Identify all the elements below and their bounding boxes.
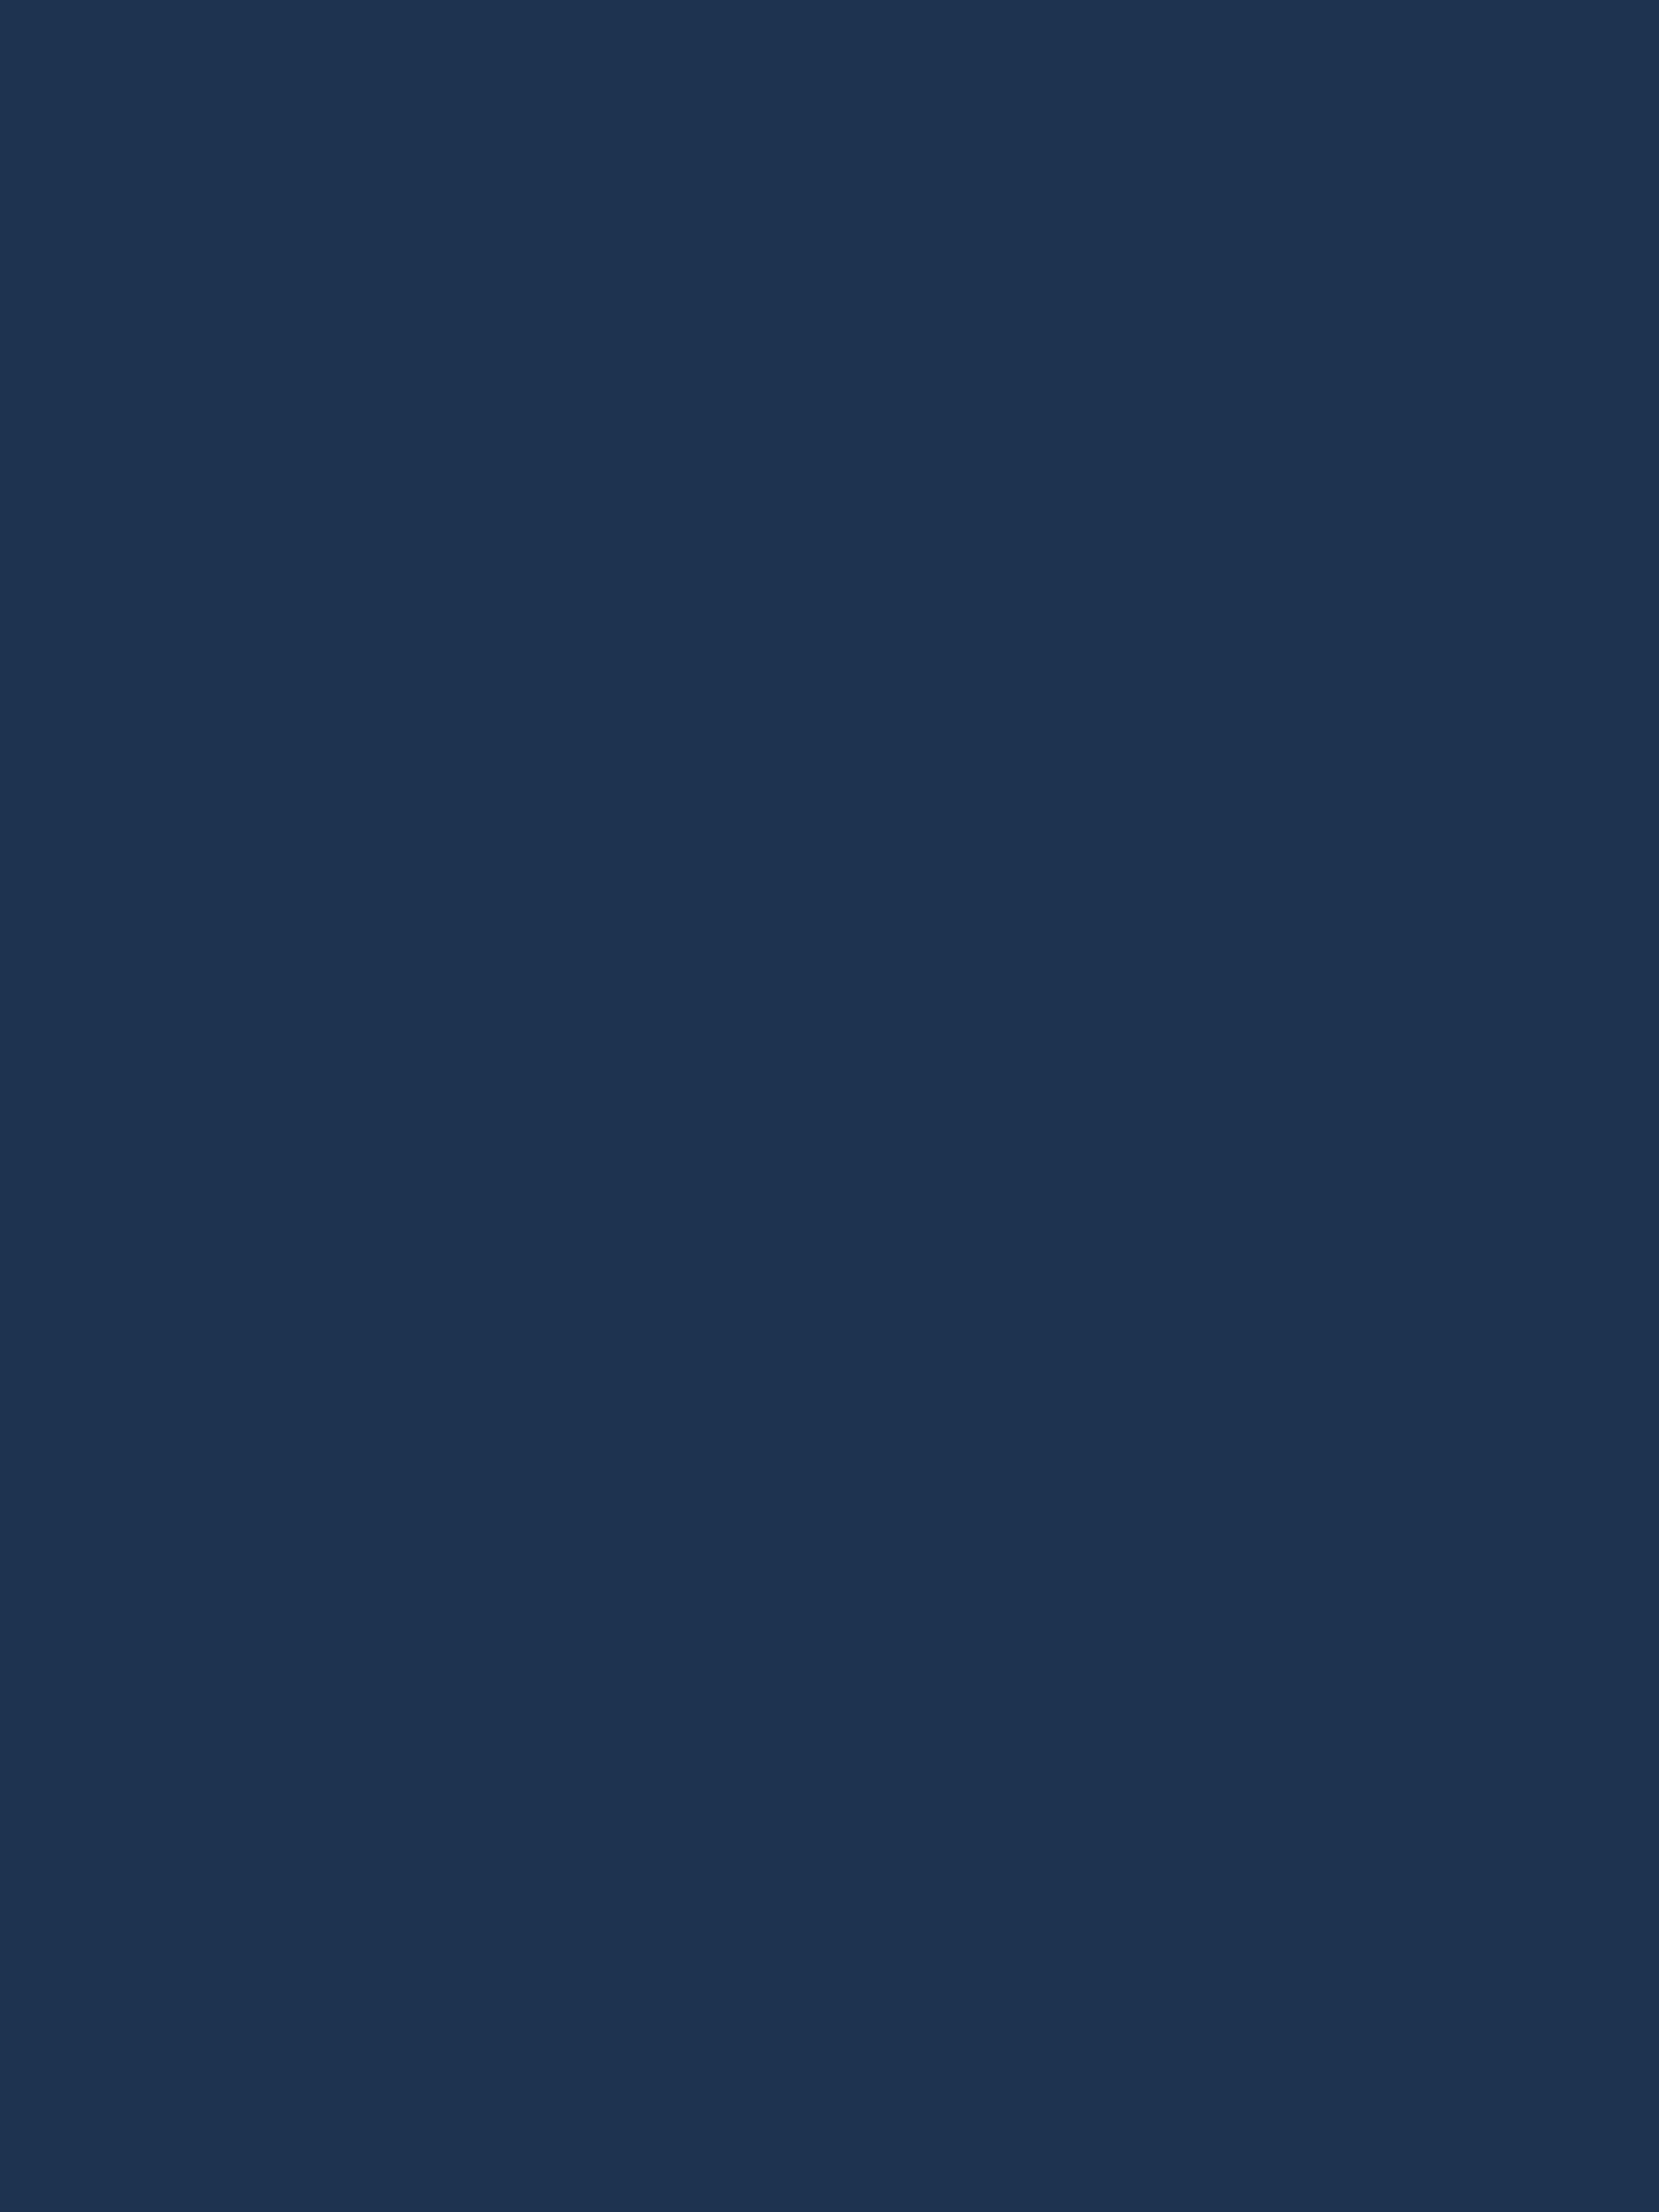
snowflake-garland: [0, 0, 1659, 538]
program-piece: [73, 931, 1532, 1008]
program-piece: [94, 1588, 1588, 1665]
program-piece: [65, 1027, 1542, 1104]
pine-forest-silhouette: [0, 1747, 1659, 2212]
program-piece: [100, 835, 1540, 912]
program-piece: [81, 1486, 1571, 1563]
